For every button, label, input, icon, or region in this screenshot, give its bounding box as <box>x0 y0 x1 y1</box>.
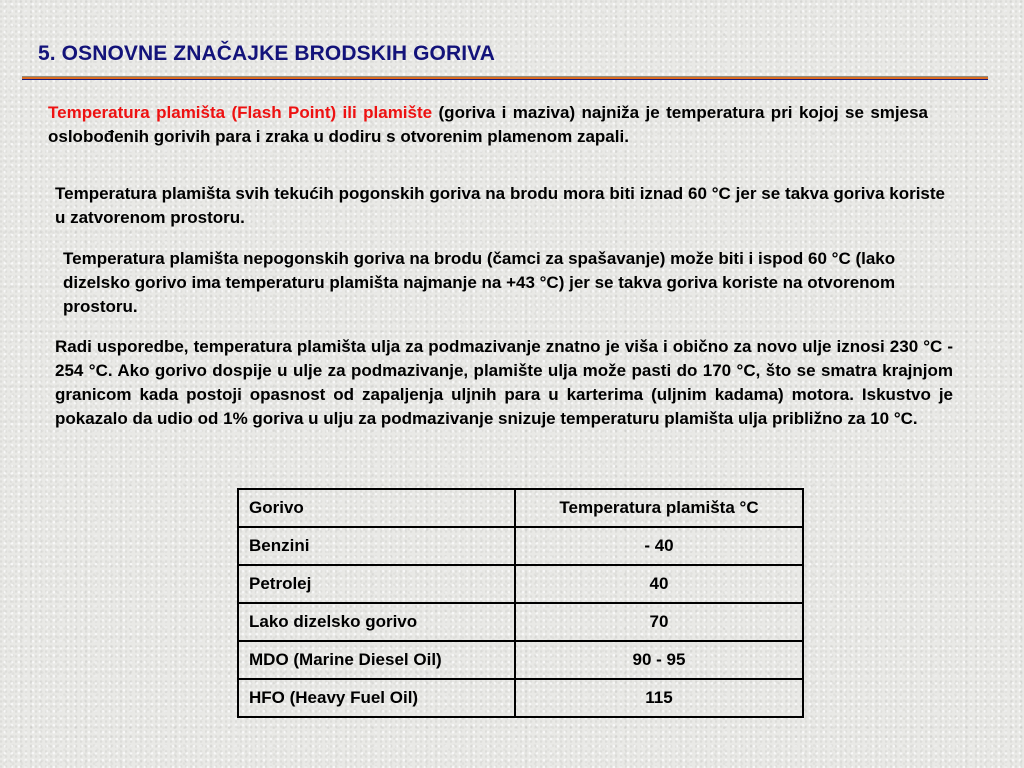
flash-point-cell: 90 - 95 <box>515 641 803 679</box>
fuel-cell: Petrolej <box>238 565 515 603</box>
flash-point-term: Temperatura plamišta (Flash Point) ili plamište <box>48 103 433 122</box>
fuel-cell: MDO (Marine Diesel Oil) <box>238 641 515 679</box>
fuel-cell: HFO (Heavy Fuel Oil) <box>238 679 515 717</box>
lubricating-oil-paragraph: Radi usporedbe, temperatura plamišta ulja za podmazivanje znatno je viša i obično za novo ulje iznosi 230 °C - 254 °C. Ako gorivo dospije u ulje za podmazivanje, plamište ulja može pasti do 170 °C, što se smatra krajnjom granicom kada postoji opasnost od zapaljenja uljnih para u karterima (uljnim kadama) motora. Iskustvo je pokazalo da udio od 1% goriva u ulju za podmazivanje snizuje temperaturu plamišta ulja približno za 10 °C. <box>55 337 953 428</box>
table-header-row <box>238 489 803 527</box>
flash-point-definition <box>48 101 928 149</box>
flash-point-cell: - 40 <box>515 527 803 565</box>
flash-point-definition-text: (goriva i maziva) najniža je temperatura pri kojoj se smjesa oslobođenih gorivih para i zraka u dodiru s otvorenim plamenom zapali. <box>48 103 928 146</box>
non-propulsion-fuel-paragraph: Temperatura plamišta nepogonskih goriva na brodu (čamci za spašavanje) može biti i ispod 60 °C (lako dizelsko gorivo ima temperaturu plamišta najmanje na +43 °C) jer se takva goriva koriste na otvorenom prostoru. <box>63 249 896 316</box>
table-row <box>238 527 803 565</box>
table-row <box>238 603 803 641</box>
flash-point-cell: 115 <box>515 679 803 717</box>
flash-point-table <box>237 488 804 718</box>
table-row <box>238 679 803 717</box>
fuel-cell: Lako dizelsko gorivo <box>238 603 515 641</box>
table-row <box>238 641 803 679</box>
propulsion-fuel-paragraph: Temperatura plamišta svih tekućih pogonskih goriva na brodu mora biti iznad 60 °C jer se takva goriva koriste u zatvorenom prostoru. <box>55 184 945 227</box>
column-header-flash-point: Temperatura plamišta °C <box>515 489 803 527</box>
flash-point-cell: 70 <box>515 603 803 641</box>
fuel-cell: Benzini <box>238 527 515 565</box>
title-divider <box>22 76 988 80</box>
slide-title: 5. OSNOVNE ZNAČAJKE BRODSKIH GORIVA <box>38 42 495 65</box>
flash-point-cell: 40 <box>515 565 803 603</box>
table-row <box>238 565 803 603</box>
column-header-fuel: Gorivo <box>238 489 515 527</box>
